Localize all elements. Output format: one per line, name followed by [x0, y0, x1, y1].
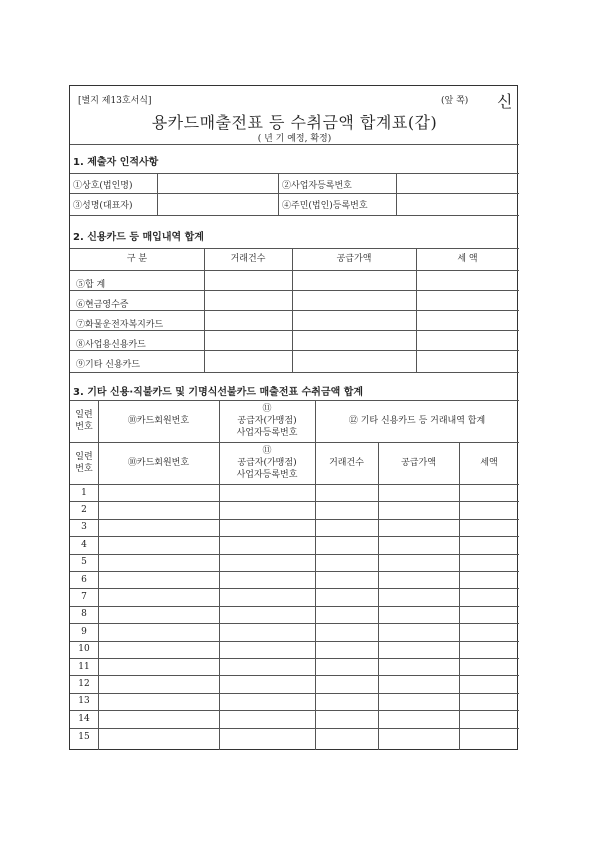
- row-label-total: ⑤합 계: [76, 280, 106, 290]
- divider: [70, 675, 519, 676]
- divider: [70, 658, 519, 659]
- divider: [278, 173, 279, 215]
- field-label-biz-reg-no: ②사업자등록번호: [282, 181, 352, 191]
- field-label-resident-no: ④주민(법인)등록번호: [282, 201, 368, 211]
- divider: [157, 173, 158, 215]
- col-header-count: 거래건수: [329, 458, 364, 468]
- divider: [70, 330, 519, 331]
- divider: [70, 350, 519, 351]
- divider: [204, 248, 205, 372]
- table-row-number: 3: [81, 522, 87, 533]
- divider: [70, 501, 519, 502]
- table-row-number: 1: [81, 487, 87, 498]
- divider: [70, 623, 519, 624]
- divider: [396, 173, 397, 215]
- row-label-freight-card: ⑦화물운전자복지카드: [76, 320, 164, 330]
- divider: [70, 173, 519, 174]
- page-side-label: (앞 쪽): [441, 96, 469, 106]
- col-header-supplier-reg-no: ⑪ 공급자(가맹점) 사업자등록번호: [236, 404, 298, 438]
- section1-heading: 1. 제출자 인적사항: [73, 157, 159, 168]
- divider: [70, 710, 519, 711]
- divider: [459, 442, 460, 750]
- divider: [70, 571, 519, 572]
- table-row-number: 5: [81, 557, 87, 568]
- col-header-other-card-total: ⑫ 기타 신용카드 등 거래내역 합계: [348, 416, 486, 426]
- table-row-number: 8: [81, 609, 87, 620]
- divider: [70, 519, 519, 520]
- divider: [416, 248, 417, 372]
- section3-heading: 3. 기타 신용·직불카드 및 기명식선불카드 매출전표 수취금액 합계: [73, 387, 364, 398]
- table-row-number: 15: [78, 732, 90, 743]
- divider: [70, 310, 519, 311]
- divider: [70, 641, 519, 642]
- col-header-supply-amount: 공급가액: [336, 254, 372, 264]
- table-row-number: 11: [78, 661, 90, 672]
- table-row-number: 13: [78, 696, 90, 707]
- table-row-number: 7: [81, 592, 87, 603]
- field-label-name: ③성명(대표자): [73, 201, 133, 211]
- divider: [70, 554, 519, 555]
- divider: [70, 606, 519, 607]
- col-header-category: 구 분: [126, 254, 148, 264]
- col-header-supplier-reg-no: ⑪ 공급자(가맹점) 사업자등록번호: [236, 446, 298, 480]
- divider: [315, 400, 316, 750]
- divider: [219, 400, 220, 750]
- divider: [292, 248, 293, 372]
- divider: [70, 290, 519, 291]
- page-subtitle: ( 년 기 예정, 확정): [257, 134, 332, 144]
- col-header-tax: 세액: [480, 458, 498, 468]
- divider: [70, 693, 519, 694]
- divider: [70, 484, 519, 485]
- col-header-count: 거래건수: [230, 254, 266, 264]
- table-row-number: 6: [81, 574, 87, 585]
- row-label-business-card: ⑧사업용신용카드: [76, 340, 146, 350]
- table-row-number: 2: [81, 505, 87, 516]
- divider: [70, 144, 519, 145]
- page-title: 용카드매출전표 등 수취금액 합계표(갑): [151, 113, 438, 132]
- col-header-supply-amount: 공급가액: [401, 458, 436, 468]
- col-header-serial: 일련 번호: [75, 410, 93, 432]
- divider: [98, 400, 99, 750]
- divider: [70, 270, 519, 271]
- col-header-tax: 세 액: [457, 254, 478, 264]
- divider: [378, 442, 379, 750]
- row-label-cash-receipt: ⑥현금영수증: [76, 300, 129, 310]
- divider: [70, 728, 519, 729]
- table-row-number: 10: [78, 644, 90, 655]
- table-row-number: 9: [81, 626, 87, 637]
- divider: [70, 588, 519, 589]
- table-row-number: 12: [78, 679, 90, 690]
- divider: [70, 536, 519, 537]
- form-frame: [69, 85, 518, 750]
- title-first-char: 신: [497, 92, 513, 111]
- section2-heading: 2. 신용카드 등 매입내역 합계: [73, 232, 204, 243]
- divider: [70, 193, 519, 194]
- col-header-card-no: ⑩카드회원번호: [127, 458, 190, 468]
- table-row-number: 4: [81, 539, 87, 550]
- row-label-other-card: ⑨기타 신용카드: [76, 360, 141, 370]
- divider: [70, 372, 519, 373]
- form-number: [별지 제13호서식]: [78, 96, 152, 106]
- field-label-company: ①상호(법인명): [73, 181, 133, 191]
- table-row-number: 14: [78, 713, 90, 724]
- col-header-serial: 일련 번호: [75, 452, 93, 474]
- divider: [70, 215, 519, 216]
- col-header-card-no: ⑩카드회원번호: [127, 416, 190, 426]
